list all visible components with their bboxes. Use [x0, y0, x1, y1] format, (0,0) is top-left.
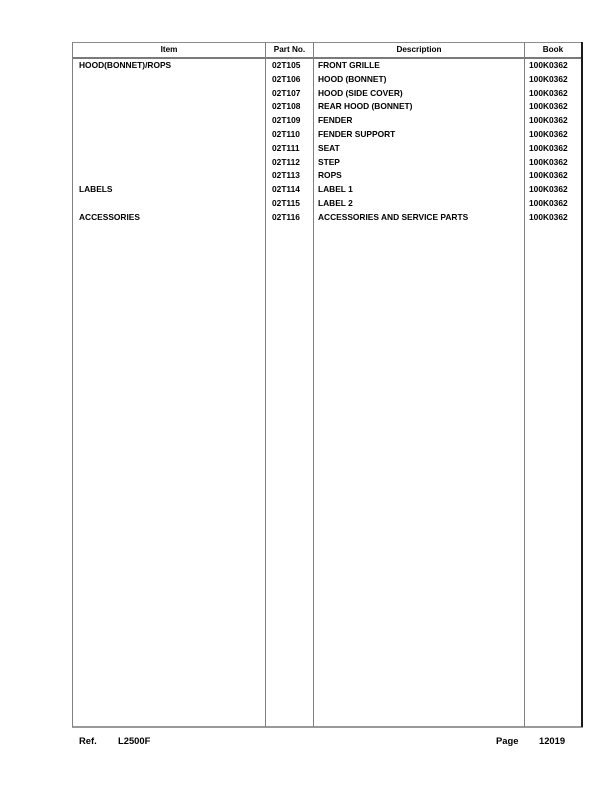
book-cell: 100K0362 [529, 197, 568, 208]
description-cell: FENDER [318, 115, 353, 126]
ref-label: Ref. [79, 735, 97, 746]
part-no-cell: 02T111 [272, 142, 300, 153]
description-cell: REAR HOOD (BONNET) [318, 101, 413, 112]
column-header-description: Description [396, 45, 442, 54]
column-header-book: Book [542, 45, 564, 54]
table-row [72, 59, 581, 73]
part-no-cell: 02T105 [272, 60, 301, 70]
part-no-cell: 02T114 [272, 184, 300, 195]
book-cell: 100K0362 [529, 115, 568, 126]
description-cell: SEAT [318, 142, 340, 153]
table-row [72, 114, 581, 128]
book-cell: 100K0362 [529, 211, 568, 222]
column-header-item: Item [160, 45, 178, 54]
item-cell: ACCESSORIES [79, 211, 140, 222]
table-header-row [72, 43, 581, 57]
part-no-cell: 02T107 [272, 87, 301, 98]
item-cell [79, 156, 263, 170]
item-cell [79, 87, 263, 101]
item-cell: HOOD(BONNET)/ROPS [79, 60, 172, 70]
book-cell: 100K0362 [529, 156, 568, 167]
book-cell: 100K0362 [529, 184, 568, 195]
item-cell [79, 100, 263, 114]
table-row [72, 211, 581, 225]
part-no-cell: 02T106 [272, 73, 301, 84]
table-row [72, 73, 581, 87]
page-number: 12019 [539, 735, 566, 746]
description-cell: ACCESSORIES AND SERVICE PARTS [318, 211, 469, 222]
part-no-cell: 02T116 [272, 211, 300, 222]
table-bottom-border [72, 726, 583, 728]
part-no-cell: 02T109 [272, 115, 301, 126]
description-cell: ROPS [318, 170, 342, 181]
ref-value: L2500F [118, 735, 151, 746]
part-no-cell: 02T108 [272, 101, 301, 112]
table-row [72, 100, 581, 114]
table-row [72, 142, 581, 156]
parts-list-table [72, 42, 582, 727]
part-no-cell: 02T112 [272, 156, 300, 167]
book-cell: 100K0362 [529, 101, 568, 112]
description-cell: STEP [318, 156, 340, 167]
book-cell: 100K0362 [529, 128, 568, 139]
part-no-cell: 02T113 [272, 170, 300, 181]
book-cell: 100K0362 [529, 87, 568, 98]
table-row [72, 169, 581, 183]
table-right-border [581, 42, 583, 727]
part-no-cell: 02T115 [272, 197, 300, 208]
table-row [72, 87, 581, 101]
column-header-part-no: Part No. [273, 45, 306, 54]
part-no-cell: 02T110 [272, 128, 300, 139]
item-cell [79, 142, 263, 156]
table-body [72, 59, 581, 225]
description-cell: FENDER SUPPORT [318, 128, 396, 139]
description-cell: HOOD (BONNET) [318, 73, 387, 84]
description-cell: HOOD (SIDE COVER) [318, 87, 403, 98]
book-cell: 100K0362 [529, 142, 568, 153]
item-cell: LABELS [79, 184, 113, 195]
book-cell: 100K0362 [529, 170, 568, 181]
item-cell [79, 114, 263, 128]
table-row [72, 128, 581, 142]
item-cell [79, 169, 263, 183]
table-row [72, 197, 581, 211]
description-cell: LABEL 2 [318, 197, 353, 208]
page-footer [72, 733, 582, 749]
table-row [72, 183, 581, 197]
item-cell [79, 197, 263, 211]
table-row [72, 156, 581, 170]
page-label: Page [496, 735, 519, 746]
book-cell: 100K0362 [529, 73, 568, 84]
item-cell [79, 73, 263, 87]
description-cell: FRONT GRILLE [318, 60, 380, 70]
description-cell: LABEL 1 [318, 184, 353, 195]
book-cell: 100K0362 [529, 60, 568, 70]
item-cell [79, 128, 263, 142]
